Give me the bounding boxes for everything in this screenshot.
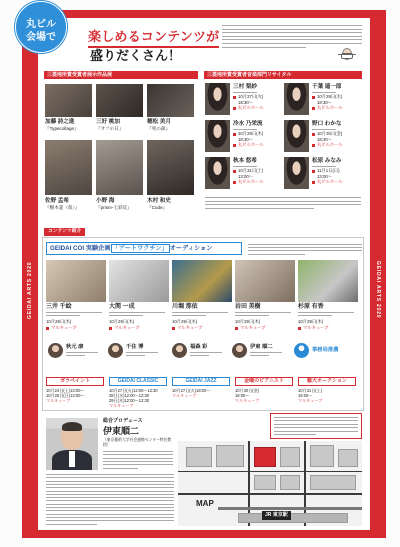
event-tab: 藝大オークション [298, 377, 356, 386]
performer-photo [205, 83, 230, 115]
text-line [190, 352, 222, 353]
venue-marker [312, 107, 315, 110]
side-label-left: GEIDAI ARTS 2020 [27, 261, 33, 319]
text-line [46, 481, 174, 482]
judge-avatar [172, 343, 187, 358]
text-line [298, 312, 354, 313]
performer-time: 18:30〜 [238, 136, 254, 142]
audition-date: 10月29日(木) [172, 319, 198, 324]
text-line [46, 474, 174, 475]
text-line [312, 92, 336, 93]
performer-time: 18:30〜 [317, 136, 333, 142]
venue-marker [233, 181, 236, 184]
performer-venue: 丸ビルホール [238, 105, 264, 110]
audition-date: 10月29日(木) [298, 319, 324, 324]
performer-photo [205, 120, 230, 152]
performer-date: 11月1日(日) [317, 168, 340, 173]
venue-badge [15, 1, 67, 53]
audition-artwork-photo [235, 260, 295, 302]
text-line [312, 166, 336, 167]
event-detail: 10月25日(日)13:00〜 [46, 393, 85, 398]
text-line [109, 315, 143, 316]
recommend-person-icon [294, 343, 309, 358]
audition-title-main: 「アートワクチン」 [112, 245, 168, 252]
venue-marker [298, 327, 301, 330]
audition-date: 10月29日(木) [46, 319, 72, 324]
text-line [190, 355, 209, 356]
text-line [66, 352, 98, 353]
artwork-photo [147, 140, 194, 195]
performer-photo [205, 157, 230, 189]
map-label: MAP [196, 499, 214, 508]
text-line [103, 458, 173, 459]
text-line [126, 355, 145, 356]
performer-date: 10月30日(金) [317, 131, 343, 136]
text-line [248, 254, 305, 255]
text-line [46, 487, 174, 488]
performer-venue: 丸ビルホール [317, 179, 343, 184]
artwork-photo [45, 84, 92, 117]
venue-marker [46, 327, 49, 330]
artwork-artist: 小野 海 [96, 198, 115, 204]
text-line [235, 312, 291, 313]
date-marker [233, 133, 236, 136]
text-line [248, 250, 362, 251]
text-line [222, 47, 306, 48]
performer-name: 秋本 悠希 [233, 158, 257, 164]
text-line [205, 208, 314, 209]
text-line [222, 25, 362, 26]
event-detail: マルキューブ [172, 393, 197, 398]
artwork-artist: 穂松 美月 [147, 119, 171, 125]
venue-marker [233, 144, 236, 147]
venue-marker [312, 181, 315, 184]
artwork-photo [147, 84, 194, 117]
performer-name: 野口 わかな [312, 121, 342, 127]
text-line [222, 29, 362, 30]
judge-avatar [108, 343, 123, 358]
performer-name: 三村 梨紗 [233, 84, 257, 90]
event-detail: マルキューブ [109, 403, 134, 408]
event-detail: 10月24日(土)13:00〜 [46, 388, 85, 393]
text-line [274, 424, 358, 425]
text-line [46, 497, 174, 498]
artwork-photo [96, 84, 143, 117]
date-marker [233, 96, 236, 99]
text-line [46, 484, 174, 485]
audition-artist-name: 川堀 那依 [172, 304, 198, 310]
text-line [46, 500, 174, 501]
contents-tag: コンテンツ紹介 [44, 228, 85, 236]
badge-line-1: 丸ビル [26, 19, 56, 30]
text-line [298, 315, 332, 316]
event-detail: 10月30日(金) [235, 388, 260, 393]
text-line [109, 312, 165, 313]
text-line [46, 514, 174, 515]
text-line [250, 352, 282, 353]
event-tab: GEIDAI CLASSIC [109, 377, 167, 386]
text-line [205, 204, 361, 205]
event-tab: GEIDAI JAZZ [172, 377, 230, 386]
judge-avatar [48, 343, 63, 358]
event-tab: 金曜のピアニスト [235, 377, 293, 386]
artwork-artist: 三好 桃加 [96, 119, 120, 125]
producer-name: 伊東順二 [103, 426, 140, 436]
exhibition-header: 三菱地所賞受賞者展示作品展 [44, 71, 198, 79]
text-line [222, 39, 362, 40]
event-detail: 10月27日(火)12:00〜12:30 [109, 388, 158, 393]
venue-marker [235, 327, 238, 330]
text-line [274, 431, 358, 432]
text-line [46, 517, 174, 518]
event-detail: 29日(木)12:00〜12:30 [109, 398, 150, 403]
artwork-photo [45, 140, 92, 195]
text-line [46, 312, 102, 313]
text-line [205, 197, 361, 198]
text-line [233, 166, 257, 167]
text-line [103, 464, 173, 465]
performer-time: 18:30〜 [238, 99, 254, 105]
producer-affiliation: （東京藝術大学社会連携センター特任教授） [103, 438, 172, 447]
text-line [248, 244, 362, 245]
text-line [250, 355, 269, 356]
judge-name: 秋元 康 [66, 344, 84, 350]
performer-photo [284, 120, 309, 152]
event-detail: 18:00〜 [235, 393, 250, 398]
audition-venue: マルキューブ [51, 325, 77, 330]
text-line [46, 510, 174, 511]
audition-date: 10月29日(木) [235, 319, 261, 324]
date-marker [312, 170, 315, 173]
text-line [46, 477, 174, 478]
event-tab: ガラペイント [46, 377, 104, 386]
text-line [126, 352, 158, 353]
judge-name: 伊東 順二 [250, 344, 273, 350]
performer-time: 13:00〜 [317, 173, 333, 179]
text-line [46, 315, 80, 316]
audition-title-suffix: オーディション [169, 245, 213, 252]
judge-avatar [232, 343, 247, 358]
headline-line-2: 盛りだくさん！ [90, 48, 182, 63]
text-line [103, 454, 173, 455]
text-line [46, 524, 97, 525]
text-line [205, 201, 361, 202]
performer-time: 18:30〜 [317, 99, 333, 105]
audition-artwork-photo [172, 260, 232, 302]
performer-date: 10月28日(水) [317, 94, 343, 99]
event-detail: 28日(水)12:00〜12:30 [109, 393, 150, 398]
audition-artist-name: 大関 一成 [109, 304, 135, 310]
text-line [103, 468, 138, 469]
audition-title-prefix: GEIDAI COI 実験企画 [50, 245, 111, 252]
venue-marker [233, 107, 236, 110]
audition-title [46, 242, 242, 255]
audition-venue: マルキューブ [303, 325, 329, 330]
text-line [233, 92, 257, 93]
artwork-photo [96, 140, 143, 195]
text-line [274, 420, 358, 421]
artwork-artist: 加藤 詩之進 [45, 119, 75, 125]
side-label-right: GEIDAI ARTS 2020 [375, 261, 381, 319]
judge-name: 福森 彩 [190, 344, 208, 350]
performer-date: 10月29日(木) [238, 131, 264, 136]
performer-name: 松原 みなみ [312, 158, 342, 164]
audition-venue: マルキューブ [177, 325, 203, 330]
performer-venue: 丸ビルホール [238, 179, 264, 184]
recital-header: 三菱地所賞受賞者音楽部門リサイタル [204, 71, 362, 79]
text-line [222, 43, 362, 44]
performer-venue: 丸ビルホール [317, 142, 343, 147]
audition-venue: マルキューブ [240, 325, 266, 330]
artwork-title: 『オフの日』 [96, 126, 124, 131]
event-detail: マルキューブ [46, 398, 71, 403]
text-line [46, 507, 174, 508]
text-line [46, 491, 174, 492]
audition-artwork-photo [298, 260, 358, 302]
audition-artist-name: 岩田 美樹 [235, 304, 261, 310]
artwork-title: 『Code』 [147, 205, 168, 210]
venue-marker [312, 144, 315, 147]
badge-line-2: 会場で [26, 32, 56, 43]
text-line [274, 427, 358, 428]
text-line [103, 451, 173, 452]
venue-marker [172, 327, 175, 330]
performer-date: 10月27日(火) [238, 94, 264, 99]
date-marker [312, 96, 315, 99]
text-line [103, 461, 173, 462]
performer-name: 千葉 遥一郎 [312, 84, 342, 90]
text-line [274, 417, 358, 418]
text-line [66, 355, 85, 356]
headline-line-1: 楽しめるコンテンツが [88, 26, 219, 48]
text-line [233, 129, 257, 130]
judge-name: 千住 博 [126, 344, 144, 350]
event-detail: 10月27日(火)18:00〜 [172, 388, 211, 393]
artwork-title: 『Typecollage』 [45, 126, 79, 131]
audition-artist-name: 杉原 有香 [298, 304, 324, 310]
audition-venue: マルキューブ [114, 325, 140, 330]
audition-artwork-photo [109, 260, 169, 302]
performer-date: 10月31日(土) [238, 168, 264, 173]
event-detail: 10月31日(土) [298, 388, 323, 393]
text-line [172, 312, 228, 313]
text-line [46, 520, 174, 521]
text-line [222, 32, 362, 33]
text-line [172, 315, 206, 316]
artwork-title: 『prism-七彩反』 [96, 205, 132, 210]
text-line [46, 494, 174, 495]
audition-date: 10月29日(木) [109, 319, 135, 324]
event-detail: マルキューブ [235, 398, 260, 403]
performer-photo [284, 83, 309, 115]
event-detail: 16:00〜 [298, 393, 313, 398]
performer-photo [284, 157, 309, 189]
producer-photo [46, 418, 98, 470]
audition-artwork-photo [46, 260, 106, 302]
mask-icon [338, 48, 356, 62]
text-line [235, 315, 269, 316]
event-detail: マルキューブ [298, 398, 323, 403]
performer-venue: 丸ビルホール [238, 142, 264, 147]
station-label: JR 東京駅 [262, 511, 291, 520]
artwork-title: 『樹木霊（仮）』 [45, 205, 80, 210]
venue-marker [109, 327, 112, 330]
date-marker [312, 133, 315, 136]
judge-name: 事務局推薦 [312, 347, 339, 353]
performer-name: 冷水 乃栄流 [233, 121, 263, 127]
text-line [222, 36, 362, 37]
artwork-artist: 佐野 孟希 [45, 198, 69, 204]
text-line [274, 434, 316, 435]
date-marker [233, 170, 236, 173]
artwork-artist: 木村 和史 [147, 198, 171, 204]
performer-venue: 丸ビルホール [317, 105, 343, 110]
producer-role: 総合プロデュース [103, 418, 143, 424]
artwork-title: 『死の森』 [147, 126, 170, 131]
text-line [248, 247, 362, 248]
audition-artist-name: 三井 千絵 [46, 304, 72, 310]
text-line [312, 129, 336, 130]
marunouchi-building-marker [254, 447, 276, 467]
text-line [46, 504, 174, 505]
performer-time: 13:00〜 [238, 173, 254, 179]
